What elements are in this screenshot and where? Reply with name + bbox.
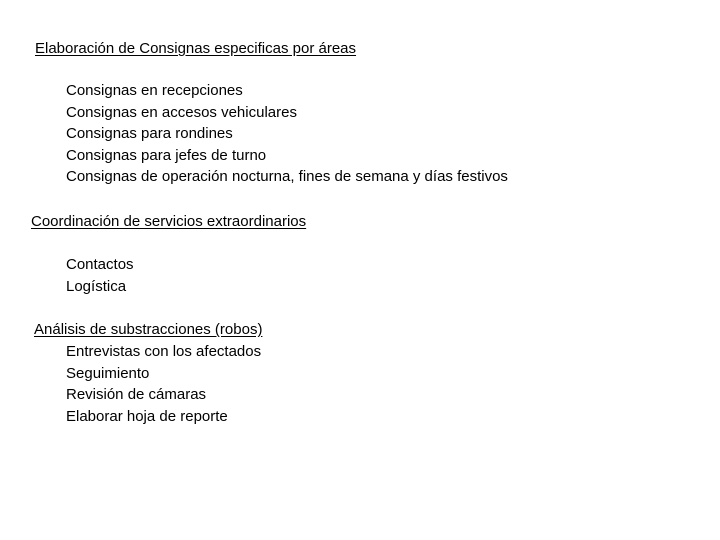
list-item: Consignas para rondines xyxy=(66,125,233,143)
list-item: Elaborar hoja de reporte xyxy=(66,407,228,425)
section-heading: Elaboración de Consignas especificas por áreas xyxy=(35,40,357,57)
list-item: Entrevistas con los afectados xyxy=(66,343,262,360)
list-item: Consignas para jefes de turno xyxy=(66,146,267,164)
list-item: Revisión de cámaras xyxy=(66,386,207,404)
list-item: Consignas en recepciones xyxy=(66,82,243,99)
list-item: Consignas de operación nocturna, fines de semana y días festivos xyxy=(66,168,508,186)
list-item: Logística xyxy=(66,277,127,295)
list-item: Contactos xyxy=(66,256,134,273)
list-item: Consignas en accesos vehiculares xyxy=(66,103,297,121)
item-list xyxy=(66,80,508,188)
item-list xyxy=(66,341,261,427)
section-heading: Coordinación de servicios extraordinarios xyxy=(31,213,307,230)
section-heading: Análisis de substracciones (robos) xyxy=(34,321,263,338)
item-list xyxy=(66,254,134,297)
list-item: Seguimiento xyxy=(66,364,150,382)
